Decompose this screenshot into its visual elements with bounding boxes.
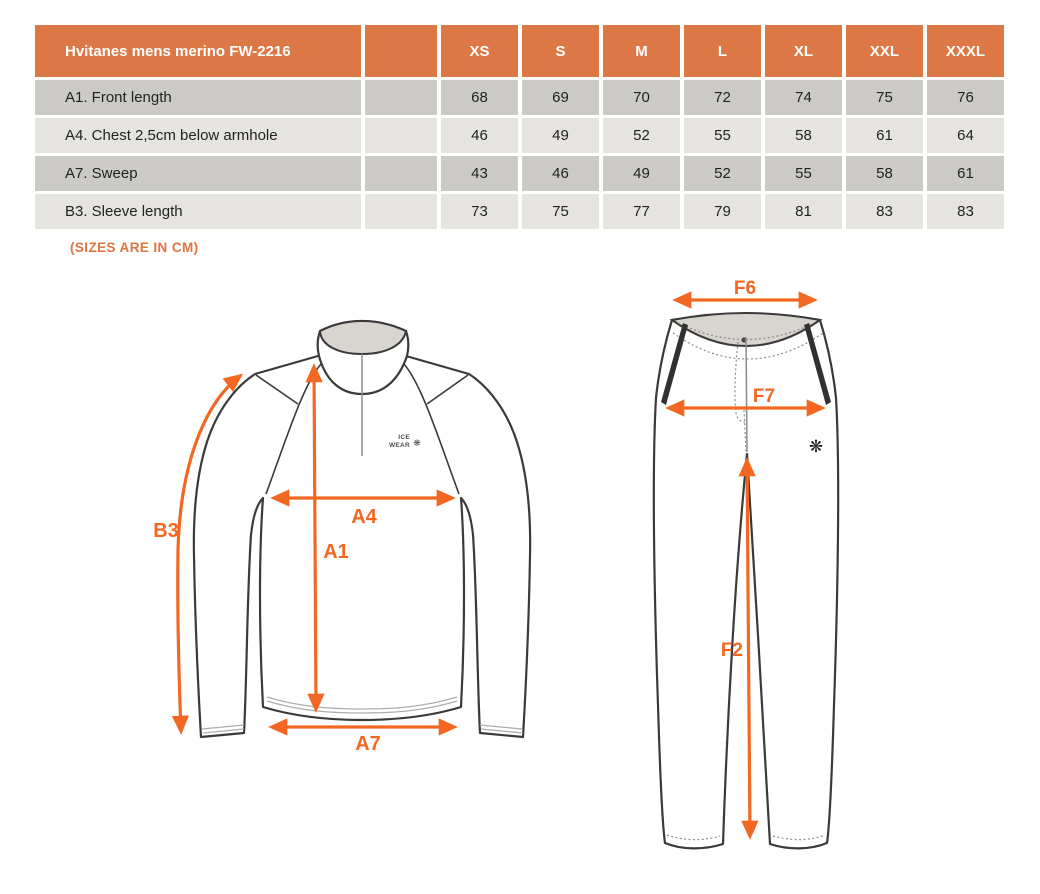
f2-inseam-arrow: [747, 461, 750, 836]
table-row-sweep: [35, 156, 1004, 191]
size-header-xxl: XXL: [846, 25, 923, 77]
value-cell: 81: [765, 194, 842, 229]
value-cell: 77: [603, 194, 680, 229]
value-cell: 52: [684, 156, 761, 191]
shirt-diagram: [140, 290, 600, 770]
f6-label: F6: [733, 278, 757, 299]
brand-logo-text: WEAR: [388, 442, 410, 449]
value-cell: 64: [927, 118, 1004, 153]
table-row-sleeve-length: [35, 194, 1004, 229]
row-blank-cell: [365, 156, 437, 191]
value-cell: 46: [441, 118, 518, 153]
size-header-l: L: [684, 25, 761, 77]
row-blank-cell: [365, 194, 437, 229]
row-blank-cell: [365, 118, 437, 153]
f7-label: F7: [752, 386, 776, 407]
value-cell: 49: [603, 156, 680, 191]
value-cell: 68: [441, 80, 518, 115]
value-cell: 75: [522, 194, 599, 229]
value-cell: 55: [765, 156, 842, 191]
b3-label: B3: [153, 520, 179, 542]
row-label-cell: B3. Sleeve length: [35, 194, 361, 229]
row-label-cell: A7. Sweep: [35, 156, 361, 191]
header-blank-cell: [365, 25, 437, 77]
row-blank-cell: [365, 80, 437, 115]
a4-label: A4: [351, 506, 377, 528]
row-label-cell: A1. Front length: [35, 80, 361, 115]
value-cell: 69: [522, 80, 599, 115]
brand-logo-text: ICE: [398, 434, 410, 441]
value-cell: 70: [603, 80, 680, 115]
value-cell: 83: [927, 194, 1004, 229]
value-cell: 61: [846, 118, 923, 153]
value-cell: 79: [684, 194, 761, 229]
value-cell: 58: [765, 118, 842, 153]
snowflake-icon: ❋: [413, 439, 421, 449]
size-header-xs: XS: [441, 25, 518, 77]
size-header-m: M: [603, 25, 680, 77]
size-header-xl: XL: [765, 25, 842, 77]
units-note: (SIZES ARE IN CM): [70, 240, 199, 255]
value-cell: 74: [765, 80, 842, 115]
pants-diagram: [640, 280, 900, 880]
size-header-xxxl: XXXL: [927, 25, 1004, 77]
table-header-row: [35, 25, 1004, 77]
value-cell: 43: [441, 156, 518, 191]
row-label-cell: A4. Chest 2,5cm below armhole: [35, 118, 361, 153]
a7-label: A7: [355, 733, 381, 755]
value-cell: 75: [846, 80, 923, 115]
snowflake-icon: ❋: [808, 437, 824, 457]
table-row-chest: [35, 118, 1004, 153]
table-row-front-length: [35, 80, 1004, 115]
table-title: Hvitanes mens merino FW-2216: [35, 25, 361, 77]
value-cell: 52: [603, 118, 680, 153]
value-cell: 58: [846, 156, 923, 191]
value-cell: 46: [522, 156, 599, 191]
a1-front-length-arrow: [314, 367, 316, 709]
value-cell: 76: [927, 80, 1004, 115]
value-cell: 73: [441, 194, 518, 229]
value-cell: 49: [522, 118, 599, 153]
value-cell: 83: [846, 194, 923, 229]
value-cell: 61: [927, 156, 1004, 191]
center-front-seam: [746, 337, 747, 452]
size-table: [31, 22, 1008, 232]
value-cell: 72: [684, 80, 761, 115]
value-cell: 55: [684, 118, 761, 153]
a1-label: A1: [323, 541, 349, 563]
size-header-s: S: [522, 25, 599, 77]
f2-label: F2: [720, 640, 743, 661]
